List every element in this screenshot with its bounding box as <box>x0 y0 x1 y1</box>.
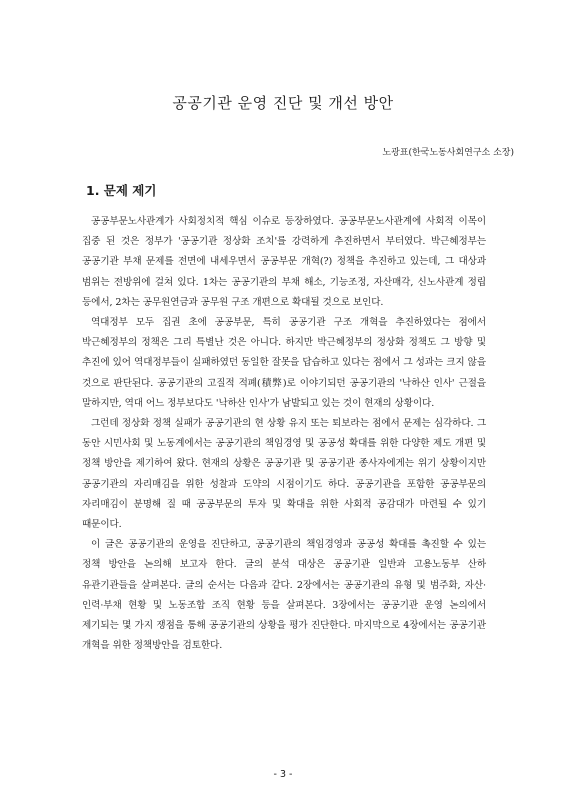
paragraph-1: 공공부문노사관계가 사회정치적 핵심 이슈로 등장하였다. 공공부문노사관계에 사회적 이목이 집중 된 것은 정부가 '공공기관 정상화 조치'를 강력하게 추진하면서 부터였다. 박근혜정부는 공공기관 부채 문제를 전면에 내세우면서 공공부문 개혁(?) 정책을 추진하고 있는데, 그 대상과 범위는 전방위에 걸쳐 있다. 1차는 공공기관의 부채 해소, 기능조정, 자산매각, 신노사관계 정립 등에서, 2차는 공무원연금과 공무원 구조 개편으로 확대될 것으로 보인다. <box>82 216 486 308</box>
section-heading: 1. 문제 제기 <box>86 183 157 198</box>
paragraph-3: 그런데 정상화 정책 실패가 공공기관의 현 상황 유지 또는 퇴보라는 점에서 문제는 심각하다. 그 동안 시민사회 및 노동계에서는 공공기관의 책임경영 및 공공성 확대를 위한 다양한 제도 개편 및 정책 방안을 제기하여 왔다. 현재의 상황은 공공기관 및 공공기관 종사자에게는 위기 상황이지만 공공기관의 자리매김을 위한 성찰과 도약의 시점이기도 하다. 공공기관을 포함한 공공부문의 자리매김이 분명해 질 때 공공부문의 투자 및 확대을 위한 사회적 공감대가 마련될 수 있기 때문이다. <box>82 418 486 531</box>
paragraph-2: 역대정부 모두 집권 초에 공공부문, 특히 공공기관 구조 개혁을 추진하였다는 점에서 박근혜정부의 정책은 그리 특별난 것은 아니다. 하지만 박근혜정부의 정상화 정책도 그 방향 및 추진에 있어 역대정부들이 실패하였던 동일한 잘못을 답습하고 있다는 점에서 그 성과는 크지 않을 것으로 판단된다. 공공기관의 고질적 적폐(積弊)로 이야기되던 공공기관의 '낙하산 인사' 근절을 말하지만, 역대 어느 정부보다도 '낙하산 인사'가 남발되고 있는 것이 현재의 상황이다. <box>82 317 486 409</box>
paragraph-4: 이 글은 공공기관의 운영을 진단하고, 공공기관의 책임경영과 공공성 확대를 촉진할 수 있는 정책 방안을 논의해 보고자 한다. 글의 분석 대상은 공공기관 일반과 고용노동부 산하 유관기관들을 살펴본다. 글의 순서는 다음과 같다. 2장에서는 공공기관의 유형 및 범주화, 자산·인력·부채 현황 및 노동조합 조직 현황 등을 살펴본다. 3장에서는 공공기관 운영 논의에서 제기되는 몇 가지 쟁점을 통해 공공기관의 상황을 평가 진단한다. 마지막으로 4장에서는 공공기관 개혁을 위한 정책방안을 검토한다. <box>82 539 486 652</box>
section-body <box>82 212 486 656</box>
page-number: - 3 - <box>273 769 293 780</box>
document-title: 공공기관 운영 진단 및 개선 방안 <box>172 94 394 112</box>
author-line: 노광표(한국노동사회연구소 소장) <box>382 148 514 158</box>
